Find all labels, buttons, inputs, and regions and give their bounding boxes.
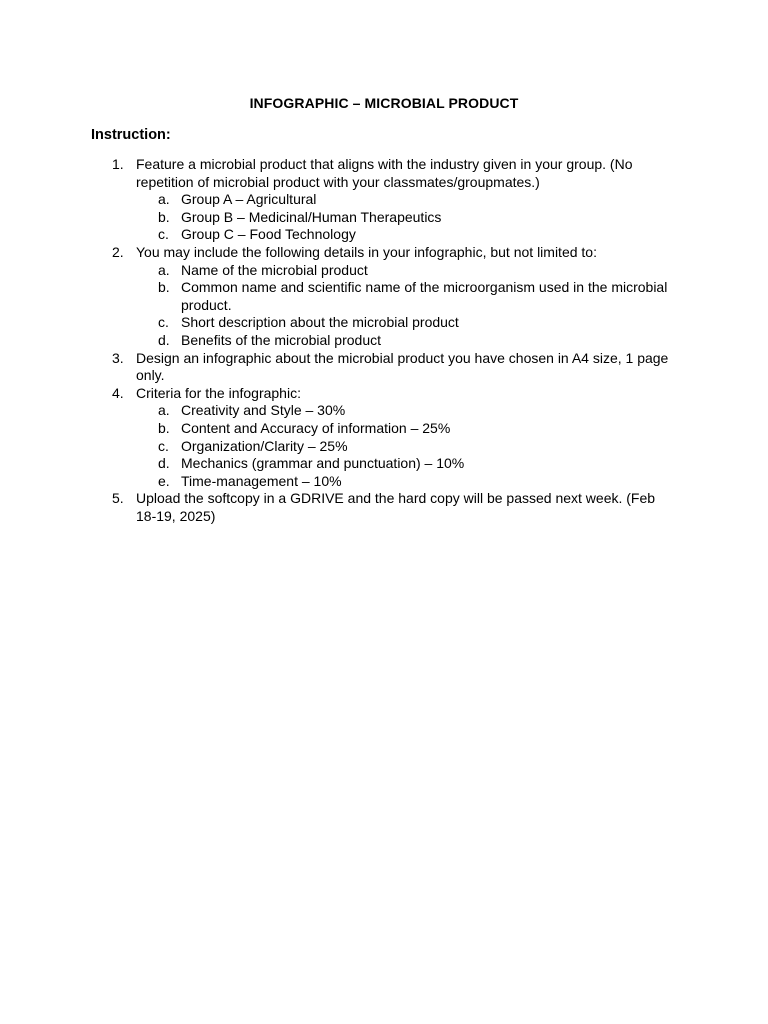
sub-list-item-letter: d. [158,455,170,472]
sub-list-item [136,314,676,332]
sub-list-item-text: Common name and scientific name of the microorganism used in the microbial product. [181,279,668,313]
list-item-text: Feature a microbial product that aligns with the industry given in your group. (No repetition of microbial product with your classmates/groupmates.) [136,156,633,190]
sub-list-item-text: Time-management – 10% [181,472,342,489]
sub-list-item-letter: c. [158,226,169,243]
list-item [0,156,768,244]
list-item [0,490,768,525]
sub-list-item [136,262,676,280]
document-title: INFOGRAPHIC – MICROBIAL PRODUCT [249,95,519,111]
list-item-number: 4. [112,384,124,401]
sub-list-item [136,279,676,314]
sub-list-item-letter: b. [158,279,170,296]
sub-list-item-letter: c. [158,437,169,454]
sub-list-item [136,402,676,420]
sub-list-item [136,209,676,227]
sub-list [136,262,676,350]
sub-list-item-letter: b. [158,419,170,436]
sub-list-item-text: Creativity and Style – 30% [181,402,346,419]
list-item-text: You may include the following details in your infographic, but not limited to: [136,243,597,260]
sub-list-item-text: Group C – Food Technology [181,226,356,243]
sub-list-item [136,226,676,244]
list-item-text: Criteria for the infographic: [136,384,301,401]
list-item-text: Upload the softcopy in a GDRIVE and the hard copy will be passed next week. (Feb 18-19, 2025) [136,490,656,524]
sub-list-item-text: Content and Accuracy of information – 25% [181,419,451,436]
sub-list-item-letter: d. [158,331,170,348]
sub-list-item [136,332,676,350]
sub-list-item-text: Mechanics (grammar and punctuation) – 10% [181,455,465,472]
list-item [0,385,768,491]
instruction-heading: Instruction: [91,127,171,143]
sub-list-item-text: Group A – Agricultural [181,191,317,208]
sub-list-item [136,438,676,456]
sub-list-item-text: Benefits of the microbial product [181,331,381,348]
list-item-number: 2. [112,243,124,260]
list-item-number: 1. [112,156,124,172]
sub-list-item-letter: e. [158,472,170,489]
list-item-number: 5. [112,490,124,507]
sub-list-item-text: Short description about the microbial product [181,314,459,331]
list-item-text: Design an infographic about the microbial product you have chosen in A4 size, 1 page only. [136,349,669,384]
list-item [0,244,768,350]
sub-list-item-letter: c. [158,314,169,331]
sub-list-item [136,420,676,438]
sub-list [136,191,676,244]
list-item [0,350,768,385]
sub-list-item [136,473,676,491]
sub-list-item-text: Group B – Medicinal/Human Therapeutics [181,208,442,225]
sub-list-item [136,455,676,473]
list-item-number: 3. [112,349,124,366]
sub-list-item-text: Organization/Clarity – 25% [181,437,348,454]
instruction-list [0,156,768,525]
sub-list-item-text: Name of the microbial product [181,261,368,278]
sub-list [136,402,676,490]
sub-list-item [136,191,676,209]
sub-list-item-letter: a. [158,191,170,208]
sub-list-item-letter: a. [158,261,170,278]
sub-list-item-letter: a. [158,402,170,419]
sub-list-item-letter: b. [158,208,170,225]
